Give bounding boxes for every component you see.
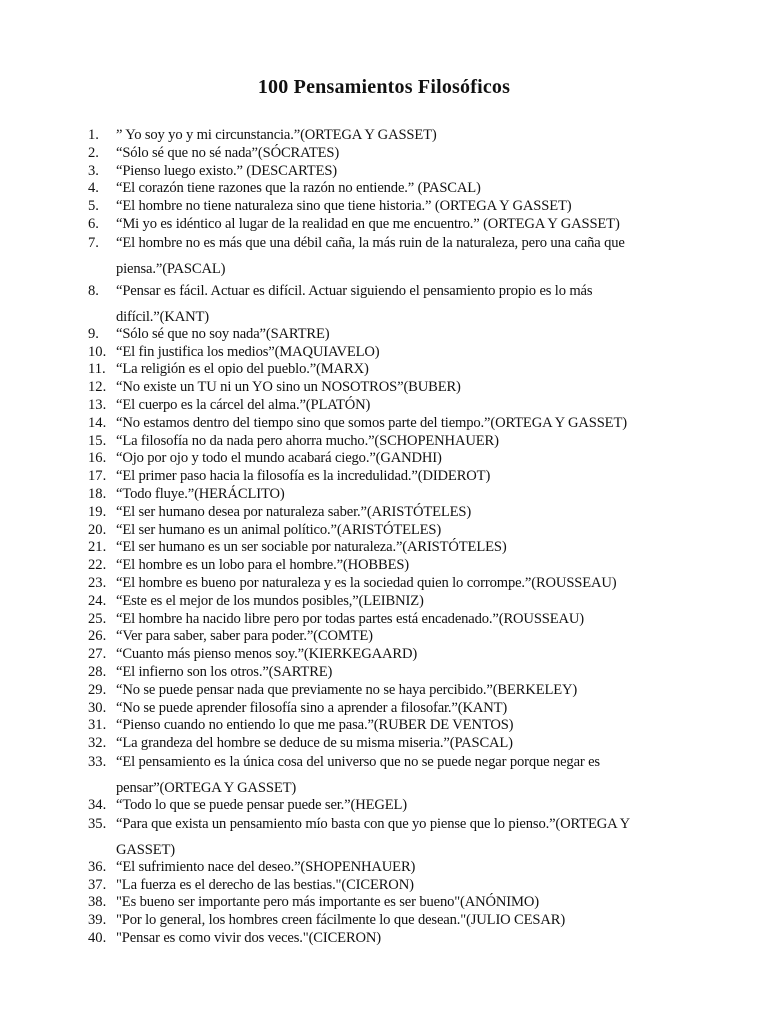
list-item-text: “Pienso luego existo.” (DESCARTES) (116, 162, 338, 179)
list-item-number: 9. (88, 325, 99, 342)
list-item-text: “El ser humano es un ser sociable por naturaleza.”(ARISTÓTELES) (116, 539, 507, 556)
list-item-number: 35. (88, 815, 107, 832)
list-item (88, 361, 688, 379)
list-item (88, 539, 688, 557)
list-item-number: 24. (88, 592, 107, 609)
list-item-text: "La fuerza es el derecho de las bestias."(CICERON) (116, 876, 414, 893)
list-item-number: 11. (88, 361, 106, 378)
list-item-number: 10. (88, 343, 107, 360)
list-item-text: “El ser humano es un animal político.”(ARISTÓTELES) (116, 521, 442, 538)
list-item (88, 894, 688, 912)
list-item (88, 611, 688, 629)
list-item-number: 40. (88, 929, 107, 946)
list-item-text: “Cuanto más pienso menos soy.”(KIERKEGAARD) (116, 646, 418, 663)
list-item (88, 504, 688, 522)
list-item-number: 37. (88, 876, 107, 893)
list-item-number: 16. (88, 450, 107, 467)
list-item-text: "Por lo general, los hombres creen fácilmente lo que desean."(JULIO CESAR) (116, 912, 566, 929)
list-item-number: 22. (88, 557, 107, 574)
list-item-number: 2. (88, 144, 99, 161)
list-item-number: 19. (88, 503, 107, 520)
list-item-number: 20. (88, 521, 107, 538)
list-item-text: “Ojo por ojo y todo el mundo acabará ciego.”(GANDHI) (116, 450, 442, 467)
list-item (88, 278, 688, 330)
list-item-number: 18. (88, 485, 107, 502)
list-item-text: “El hombre ha nacido libre pero por todas partes está encadenado.”(ROUSSEAU) (116, 610, 585, 627)
list-item-text: “No estamos dentro del tiempo sino que somos parte del tiempo.”(ORTEGA Y GASSET) (116, 414, 627, 431)
list-item-number: 26. (88, 628, 107, 645)
list-item (88, 397, 688, 415)
list-item (88, 198, 688, 216)
list-item (88, 912, 688, 930)
list-item (88, 127, 688, 145)
list-item (88, 379, 688, 397)
list-item (88, 859, 688, 877)
list-item-number: 12. (88, 379, 107, 396)
list-item-text: “El hombre no es más que una débil caña, la más ruin de la naturaleza, pero una caña que piensa.”(PASCAL) (116, 234, 625, 277)
list-item-number: 30. (88, 699, 107, 716)
list-item (88, 180, 688, 198)
list-item (88, 486, 688, 504)
list-item-text: “El ser humano desea por naturaleza saber.”(ARISTÓTELES) (116, 503, 472, 520)
list-item-text: “Para que exista un pensamiento mío basta con que yo piense que lo pienso.”(ORTEGA Y GASSET) (116, 815, 630, 858)
list-item-number: 36. (88, 858, 107, 875)
list-item-number: 28. (88, 663, 107, 680)
list-item (88, 522, 688, 540)
list-item (88, 877, 688, 895)
list-item-text: “Ver para saber, saber para poder.”(COMTE) (116, 628, 373, 645)
list-item-number: 7. (88, 234, 99, 251)
list-item (88, 717, 688, 735)
list-item-text: “El cuerpo es la cárcel del alma.”(PLATÓN) (116, 396, 371, 413)
list-item-text: “Pienso cuando no entiendo lo que me pasa.”(RUBER DE VENTOS) (116, 717, 514, 734)
list-item-text: “Mi yo es idéntico al lugar de la realidad en que me encuentro.” (ORTEGA Y GASSET) (116, 215, 620, 232)
list-item (88, 700, 688, 718)
list-item-text: “El fin justifica los medios”(MAQUIAVELO) (116, 343, 380, 360)
list-item-text: “El hombre es bueno por naturaleza y es la sociedad quien lo corrompe.”(ROUSSEAU) (116, 574, 617, 591)
list-item (88, 145, 688, 163)
list-item-number: 27. (88, 646, 107, 663)
list-item (88, 230, 688, 282)
list-item (88, 557, 688, 575)
list-item-text: “No se puede pensar nada que previamente no se haya percibido.”(BERKELEY) (116, 681, 578, 698)
page-title: 100 Pensamientos Filosóficos (257, 76, 511, 98)
list-item-text: “Sólo sé que no sé nada”(SÓCRATES) (116, 144, 340, 161)
list-item-text: “El corazón tiene razones que la razón no entiende.” (PASCAL) (116, 180, 481, 197)
list-item-number: 34. (88, 796, 107, 813)
list-item-text: “La filosofía no da nada pero ahorra mucho.”(SCHOPENHAUER) (116, 432, 499, 449)
list-item (88, 344, 688, 362)
list-item (88, 326, 688, 344)
list-item-text: “El hombre no tiene naturaleza sino que tiene historia.” (ORTEGA Y GASSET) (116, 198, 572, 215)
list-item (88, 664, 688, 682)
list-item-text: “Todo fluye.”(HERÁCLITO) (116, 485, 285, 502)
list-item-text: “El hombre es un lobo para el hombre.”(HOBBES) (116, 557, 410, 574)
list-item-text: “La grandeza del hombre se deduce de su misma miseria.”(PASCAL) (116, 735, 513, 752)
list-item (88, 646, 688, 664)
list-item-number: 8. (88, 282, 99, 299)
list-item-text: “El primer paso hacia la filosofía es la incredulidad.”(DIDEROT) (116, 468, 491, 485)
list-item-number: 3. (88, 162, 99, 179)
list-item-number: 25. (88, 610, 107, 627)
list-item-number: 23. (88, 574, 107, 591)
list-item-text: “Este es el mejor de los mundos posibles,”(LEIBNIZ) (116, 592, 424, 609)
list-item-number: 39. (88, 912, 107, 929)
list-item-text: “Todo lo que se puede pensar puede ser.”(HEGEL) (116, 796, 407, 813)
list-item-number: 4. (88, 180, 99, 197)
list-item-number: 1. (88, 127, 99, 143)
list-item-number: 15. (88, 432, 107, 449)
list-item-text: “La religión es el opio del pueblo.”(MARX) (116, 361, 369, 378)
list-item-number: 6. (88, 215, 99, 232)
list-item-text: “Sólo sé que no soy nada”(SARTRE) (116, 325, 330, 342)
list-item-number: 17. (88, 468, 107, 485)
list-item (88, 811, 688, 863)
list-item (88, 593, 688, 611)
quote-list (88, 127, 688, 948)
list-item (88, 433, 688, 451)
list-item-text: “El infierno son los otros.”(SARTRE) (116, 663, 333, 680)
list-item-text: “El sufrimiento nace del deseo.”(SHOPENHAUER) (116, 858, 416, 875)
list-item (88, 163, 688, 181)
list-item (88, 749, 688, 801)
list-item (88, 575, 688, 593)
list-item-number: 13. (88, 396, 107, 413)
list-item-text: “Pensar es fácil. Actuar es difícil. Actuar siguiendo el pensamiento propio es lo más difícil.”(KANT) (116, 282, 593, 325)
list-item-number: 5. (88, 198, 99, 215)
list-item (88, 930, 688, 948)
list-item-number: 14. (88, 414, 107, 431)
list-item-text: "Es bueno ser importante pero más importante es ser bueno"(ANÓNIMO) (116, 894, 539, 911)
list-item (88, 468, 688, 486)
list-item (88, 628, 688, 646)
list-item-text: ” Yo soy yo y mi circunstancia.”(ORTEGA Y GASSET) (116, 127, 437, 143)
list-item (88, 450, 688, 468)
list-item-number: 29. (88, 681, 107, 698)
list-item-number: 31. (88, 717, 107, 734)
list-item-text: “El pensamiento es la única cosa del universo que no se puede negar porque negar es pensar”(ORTEGA Y GASSET) (116, 753, 600, 796)
list-item-text: “No existe un TU ni un YO sino un NOSOTROS”(BUBER) (116, 379, 461, 396)
list-item-text: "Pensar es como vivir dos veces."(CICERON) (116, 929, 382, 946)
list-item-number: 33. (88, 753, 107, 770)
list-item-number: 38. (88, 894, 107, 911)
list-item (88, 682, 688, 700)
list-item-number: 21. (88, 539, 107, 556)
list-item-number: 32. (88, 735, 107, 752)
list-item-text: “No se puede aprender filosofía sino a aprender a filosofar.”(KANT) (116, 699, 508, 716)
list-item (88, 415, 688, 433)
